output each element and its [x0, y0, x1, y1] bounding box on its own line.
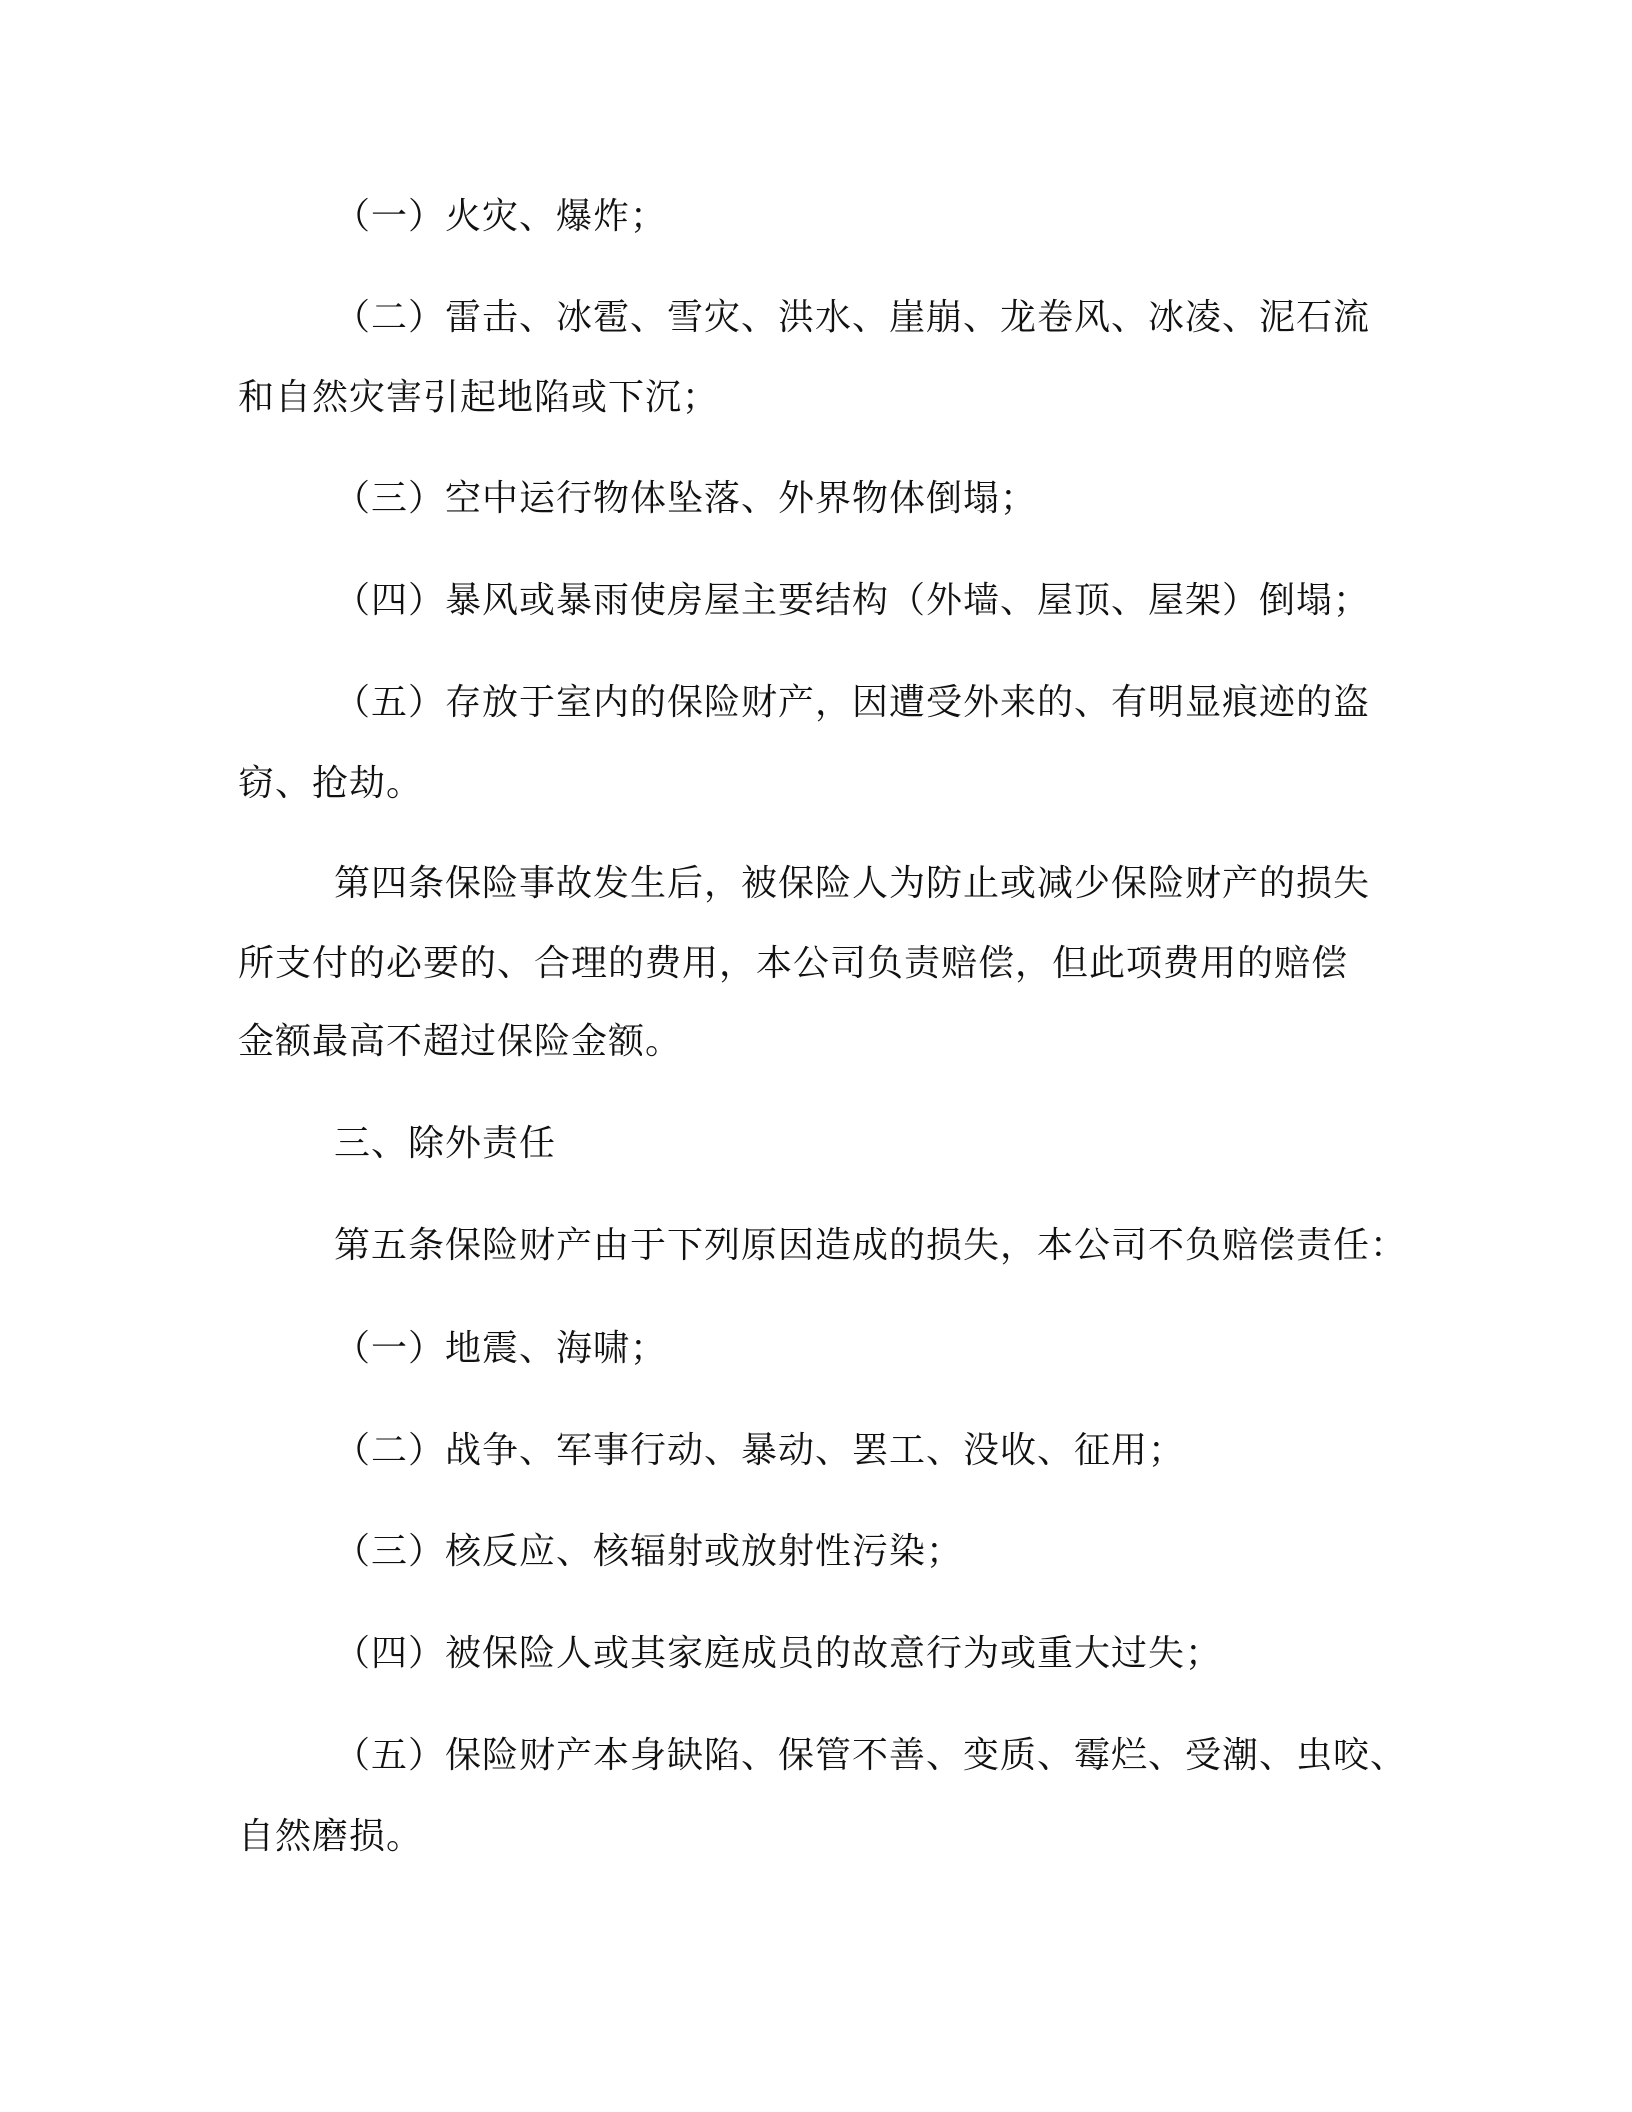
exclusion-item-earthquake: （一）地震、海啸； [334, 1328, 668, 1369]
exclusion-item-war: （二）战争、军事行动、暴动、罢工、没收、征用； [334, 1430, 1186, 1471]
clause-item-falling-objects: （三）空中运行物体坠落、外界物体倒塌； [334, 478, 1038, 519]
section-heading-exclusions: 三、除外责任 [334, 1123, 557, 1164]
article-four-line-2: 所支付的必要的、合理的费用，本公司负责赔偿，但此项费用的赔偿 [238, 943, 1349, 984]
exclusion-item-nuclear: （三）核反应、核辐射或放射性污染； [334, 1531, 964, 1572]
clause-item-theft-cont: 窃、抢劫。 [238, 763, 424, 804]
article-four-line-1: 第四条保险事故发生后，被保险人为防止或减少保险财产的损失 [334, 863, 1371, 904]
clause-item-storm-collapse: （四）暴风或暴雨使房屋主要结构（外墙、屋顶、屋架）倒塌； [334, 580, 1371, 621]
clause-item-fire-explosion: （一）火灾、爆炸； [334, 196, 668, 237]
clause-item-theft: （五）存放于室内的保险财产，因遭受外来的、有明显痕迹的盗 [334, 682, 1371, 723]
clause-item-natural-disasters-cont: 和自然灾害引起地陷或下沉； [238, 377, 720, 418]
exclusion-item-intentional-act: （四）被保险人或其家庭成员的故意行为或重大过失； [334, 1633, 1223, 1674]
article-five-line-1: 第五条保险财产由于下列原因造成的损失，本公司不负赔偿责任： [334, 1225, 1408, 1266]
article-four-line-3: 金额最高不超过保险金额。 [238, 1021, 683, 1062]
exclusion-item-inherent-defect: （五）保险财产本身缺陷、保管不善、变质、霉烂、受潮、虫咬、 [334, 1735, 1408, 1776]
clause-item-natural-disasters: （二）雷击、冰雹、雪灾、洪水、崖崩、龙卷风、冰凌、泥石流 [334, 297, 1371, 338]
exclusion-item-inherent-defect-cont: 自然磨损。 [238, 1816, 424, 1857]
